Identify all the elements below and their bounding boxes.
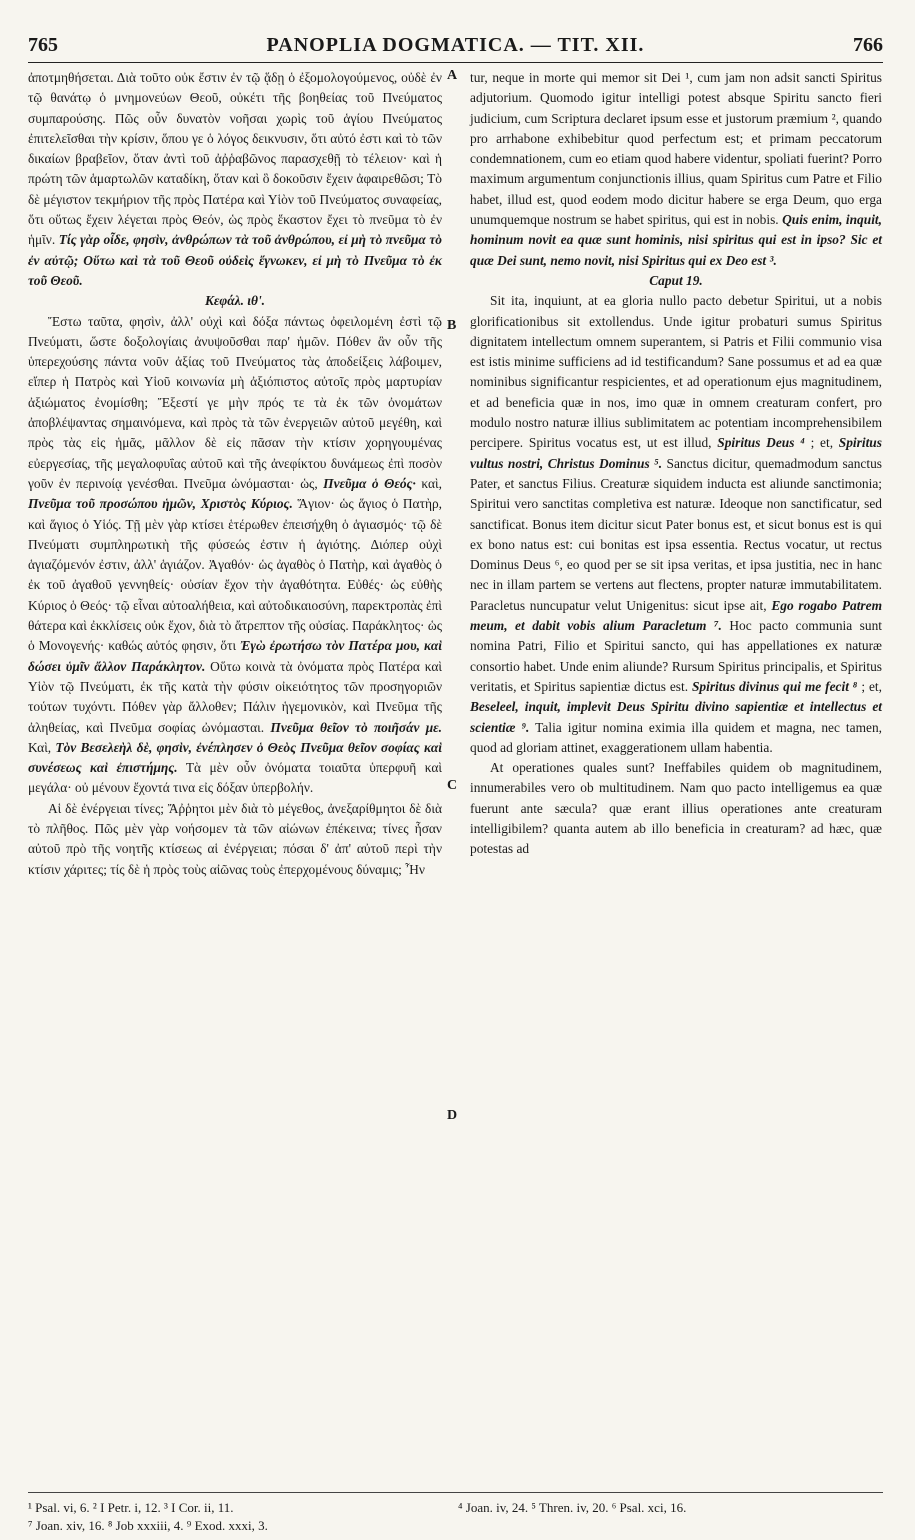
greek-quote: Πνεῦμα θεῖον τὸ ποιῆσάν με. <box>270 719 442 735</box>
footnote-line: ⁷ Joan. xiv, 16. ⁸ Job xxxiii, 4. ⁹ Exod. xxxi, 3. <box>28 1518 268 1533</box>
latin-text: At operationes quales sunt? Ineffabiles quidem ob magnitudinem, innumerabiles vero ob multitudinem. Nam quo pacto intelligemus ea quæ fuerunt ante sæcula? quæ erant illius operationes ante creaturam intelligibilem? quanta autem ab illo beneficia in creaturam? ad hæc, quæ potestas ad <box>470 760 882 857</box>
greek-text: Ἔστω ταῦτα, φησὶν, ἀλλ' οὐχὶ καὶ δόξα πάντως ὀφειλομένη ἐστὶ τῷ Πνεύματι, ὥστε δοξολογίαις ἀνυψοῦσθαι παρ' ἡμῶν. Πόθεν ἂν οὖν τῆς ὑπερεχούσης πάντα νοῦν ἀξίας τοῦ Πνεύματος τὰς ἀποδείξεις λάβοιμεν, εἴπερ ἡ Πατρὸς καὶ Υἱοῦ κοινωνία μὴ ἀξιόπιστος αὐτοῖς πρὸς μαρτυρίαν ἀξιώματος ἐνομίσθη; Ἔξεστί γε μὴν πρός τε τὰ ἐκ τῶν ὀνομάτων ἀποβλέψαντας σημαινόμενα, καὶ πρὸς τὰ τῶν ἐνεργειῶν αὐτοῦ μεγέθη, καὶ πρὸς τὰς εἰς ἡμᾶς, μᾶλλον δὲ εἰς πᾶσαν τὴν κτίσιν χορηγουμένας εὐεργεσίας, τῆς μεγαλοφυΐας αὐτοῦ καὶ τῆς ἀνεφίκτου δυνάμεως ἐπὶ ποσὸν γοῦν ἐν περινοίᾳ γενέσθαι. Πνεῦμα ὠνόμασται· ὡς, <box>28 313 442 491</box>
latin-quote: Spiritus Deus ⁴ <box>717 435 805 451</box>
latin-quote: Spiritus vultus nostri, Christus Dominus ⁵. <box>470 435 882 471</box>
section-marker-d: D <box>447 1108 458 1123</box>
greek-quote: Τὸν Βεσελεὴλ δὲ, φησὶν, ἐνέπλησεν ὁ Θεὸς Πνεῦμα θεῖον σοφίας καὶ συνέσεως καὶ ἐπιστήμης. <box>28 739 442 776</box>
section-marker-a: A <box>447 68 458 83</box>
greek-quote: Τίς γὰρ οἶδε, φησὶν, ἀνθρώπων τὰ τοῦ ἀνθρώπου, εἰ μὴ τὸ πνεῦμα τὸ ἐν αὐτῷ; Οὕτω καὶ τὰ τοῦ Θεοῦ οὐδεὶς ἔγνωκεν, εἰ μὴ τὸ Πνεῦμα τὸ ἐκ τοῦ Θεοῦ. <box>28 232 442 288</box>
page-number-left: 765 <box>28 34 58 56</box>
greek-quote: Πνεῦμα ὁ Θεός· <box>323 475 416 491</box>
latin-quote: Quis enim, inquit, hominum novit ea quæ sunt hominis, nisi spiritus qui est in ipso? Sic et quæ Dei sunt, nemo novit, nisi Spiritus qui ex Deo est ³. <box>470 212 882 268</box>
footnotes <box>28 1492 883 1533</box>
greek-text: ἀποτμηθήσεται. Διὰ τοῦτο οὐκ ἔστιν ἐν τῷ ᾅδῃ ὁ ἐξομολογούμενος, οὐδὲ ἐν τῷ θανάτῳ ὁ μνημονεύων Θεοῦ, οὐκέτι τῆς βοηθείας τοῦ Πνεύματος συμπαρούσης. Πῶς οὖν δυνατὸν νοῆσαι χωρὶς τοῦ ἁγίου Πνεύματος ἐπιτελεῖσθαι τὴν κρίσιν, ὅπου γε ὁ λόγος δεικνυσιν, ὅτι αὐτό ἐστι καὶ τὸ τῶν δικαίων βραβεῖον, ὅταν ἀντὶ τοῦ ἀῤῥαβῶνος παρασχεθῇ τὸ τέλειον· καὶ ἡ πρώτη τῶν ἁμαρτωλῶν καταδίκη, ὅταν καὶ ὃ δοκοῦσιν ἔχειν ἀφαιρεθῶσι; Τὸ δὲ μέγιστον τεκμήριον τῆς πρὸς Πατέρα καὶ Υἱὸν τοῦ Πνεύματος συναφείας, ὅτι οὕτως ἔχειν λέγεται πρὸς Θεόν, ὡς πρὸς ἕκαστον ἔχει τὸ πνεῦμα τὸ ἐν ἡμῖν. <box>28 70 442 248</box>
latin-quote: Beseleel, inquit, implevit Deus Spiritu divino sapientiæ et intellectus et scientiæ ⁹. <box>470 699 882 735</box>
section-marker-b: B <box>447 318 457 333</box>
latin-paragraph <box>470 68 882 271</box>
greek-text: Τὰ μὲν οὖν ὀνόματα τοιαῦτα ὑπερφυῆ καὶ μεγάλα· οὐ μένουν ἔχοντά τινα εἰς δόξαν ὑπερβολήν. <box>28 760 442 796</box>
greek-text: Οὕτω κοινὰ τὰ ὀνόματα πρὸς Πατέρα καὶ Υἱὸν τῷ Πνεύματι, ἐκ τῆς κατὰ τὴν φύσιν οἰκειότητος τῶν προσηγοριῶν τούτων τυχόντι. Πόθεν γὰρ ἄλλοθεν; Πάλιν ἡγεμονικὸν, καὶ Πνεῦμα τῆς ἀληθείας, καὶ Πνεῦμα σοφίας ὠνόμασται. <box>28 658 442 735</box>
footnote-line: ¹ Psal. vi, 6. ² I Petr. i, 12. ³ I Cor. ii, 11. <box>28 1500 234 1515</box>
greek-paragraph <box>28 799 442 880</box>
page-number-right: 766 <box>853 34 883 56</box>
latin-text: ; et, <box>861 678 882 694</box>
latin-text: Hoc pacto communia sunt nomina Patri, Filio et Spiritui sancto, qui has appellationes ex naturæ consortio habet. Unde enim aliunde? Rursum Spiritus principalis, et Spiritus veritatis, et Spiritus sapientiæ dictus est. <box>470 618 882 694</box>
latin-text: tur, neque in morte qui memor sit Dei ¹, cum jam non adsit sancti Spiritus adjutorium. Quomodo igitur intelligi potest absque Spiritu sancto fieri judicium, cum Scriptura declaret ipsum esse et justorum præmium ², quando pro arrhabone exhibebitur quod perfectum est; et primam peccatorum condemnationem, cum eo etiam quod habere videntur, spoliati fuerint? Porro maximum argumentum conjunctionis illius, quam Spiritus cum Patre et Filio habet, illud est, quod eodem modo dicitur habere se erga Deum, quo erga unumquemque nostrum se habet spiritus, qui est in nobis. <box>470 70 882 228</box>
latin-paragraph <box>470 291 882 758</box>
greek-quote: Πνεῦμα τοῦ προσώπου ἡμῶν, Χριστὸς Κύριος. <box>28 496 293 512</box>
footnotes-right <box>458 1499 898 1517</box>
latin-chapter-heading: Caput 19. <box>649 272 703 288</box>
greek-text: καὶ, <box>421 475 442 491</box>
latin-text: ; et, <box>810 435 834 451</box>
latin-quote: Ego rogabo Patrem meum, et dabit vobis alium Paracletum ⁷. <box>470 597 882 634</box>
latin-text: Sit ita, inquiunt, at ea gloria nullo pacto debetur Spiritui, ut a nobis glorificationibus sit extollendus. Unde igitur probaturi sumus Spiritus dignitatem intellectum omnem superantem, si Patris et Filii communio visa est istis minime sufficiens ad id testificandum? Sane possumus et ad ea quæ nominibus significantur respicientes, et ad operationum ejus magnitudinem, et ad beneficia quæ in nos, imo quæ in omnem creaturam confert, pro modulo nostro naturæ illius sublimitatem ac potentiam incomprehensibilem percipere. Spiritus vocatus est, ut est illud, <box>470 293 882 451</box>
footnotes-left <box>28 1499 448 1535</box>
section-marker-c: C <box>447 778 458 793</box>
greek-chapter-heading: Κεφάλ. ιθ'. <box>204 293 266 309</box>
greek-column <box>28 68 442 880</box>
greek-paragraph <box>28 68 442 291</box>
latin-quote: Spiritus divinus qui me fecit ⁸ <box>691 678 858 694</box>
latin-text: Sanctus dicitur, quemadmodum sanctus Pater, et sanctus Filius. Creaturæ siquidem inducta est aliunde sanctimonia; Spiritui vero sanctitas completiva est naturæ. Ideoque non sanctificatur, sed sanctificat. Bonus item dicitur sicut Pater bonus est, et sicut bonus est is qui ex bono natus est: cui bonitas est ipsa essentia. Rectus vocatur, ut rectus Dominus Deus ⁶, eo quod per se sit ipsa veritas, et ipsa justitia, nec in hanc nec in illam partem se vertens aut flectens, propter naturæ immutabilitatem. Paracletus nuncupatur velut Unigenitus: sicut ipse ait, <box>470 455 882 613</box>
latin-paragraph <box>470 758 882 859</box>
greek-text: Ἅγιον· ὡς ἅγιος ὁ Πατὴρ, καὶ ἅγιος ὁ Υἱός. Τῇ μὲν γὰρ κτίσει ἑτέρωθεν ἐπεισήχθη ὁ ἁγιασμός· τῷ δὲ Πνεύματι συμπληρωτικὴ τῆς φύσεώς ἐστιν ἡ ἁγιότης. Διόπερ οὐχὶ ἁγιαζόμενόν ἐστιν, ἀλλ' ἁγιάζον. Ἀγαθόν· ὡς ἀγαθὸς ὁ Πατὴρ, καὶ ἀγαθὸς ὁ ἐκ τοῦ ἀγαθοῦ γεννηθείς· οὐσίαν ἔχον τὴν ἀγαθότητα. Εὐθές· ὡς εὐθὴς Κύριος ὁ Θεός· τῷ εἶναι αὐτοαλήθεια, καὶ αὐτοδικαιοσύνη, παρεκτροπὰς ἐπὶ θάτερα καὶ ἐκκλίσεις οὐκ ἔχον, διὰ τὸ ἄτρεπτον τῆς οὐσίας. Παράκλητος· ὡς ὁ Μονογενής· καθώς αὐτός φησιν, ὅτι <box>28 496 442 654</box>
greek-quote: Ἐγὼ ἐρωτήσω τὸν Πατέρα μου, καὶ δώσει ὑμῖν ἄλλον Παράκλητον. <box>28 638 442 674</box>
greek-paragraph <box>28 312 442 799</box>
page-header <box>28 34 883 63</box>
running-title: PANOPLIA DOGMATICA. — TIT. XII. <box>266 34 645 56</box>
greek-text: Καὶ, <box>28 739 52 755</box>
greek-text: Αἱ δὲ ἐνέργειαι τίνες; Ἄῤῥητοι μὲν διὰ τὸ μέγεθος, ἀνεξαρίθμητοι δὲ διὰ τὸ πλῆθος. Πῶς μὲν γὰρ νοήσομεν τὰ τῶν αἰώνων ἐπέκεινα; τίνες ἦσαν αὐτοῦ πρὸ τῆς νοητῆς κτίσεως αἱ ἐνέργειαι; πόσαι δ' ἀπ' αὐτοῦ περὶ τὴν κτίσιν χάριτες; τίς δὲ ἡ πρὸς τοὺς αἰῶνας τοὺς ἐπερχομένους δύναμις; Ἦν <box>28 800 442 877</box>
latin-column <box>470 68 882 860</box>
footnote-line: ⁴ Joan. iv, 24. ⁵ Thren. iv, 20. ⁶ Psal. xci, 16. <box>458 1500 687 1515</box>
latin-text: Talia igitur nomina eximia illa quidem et magna, nec tamen, quod ad gloriam attinet, exaggerationem ullam habentia. <box>470 719 882 755</box>
